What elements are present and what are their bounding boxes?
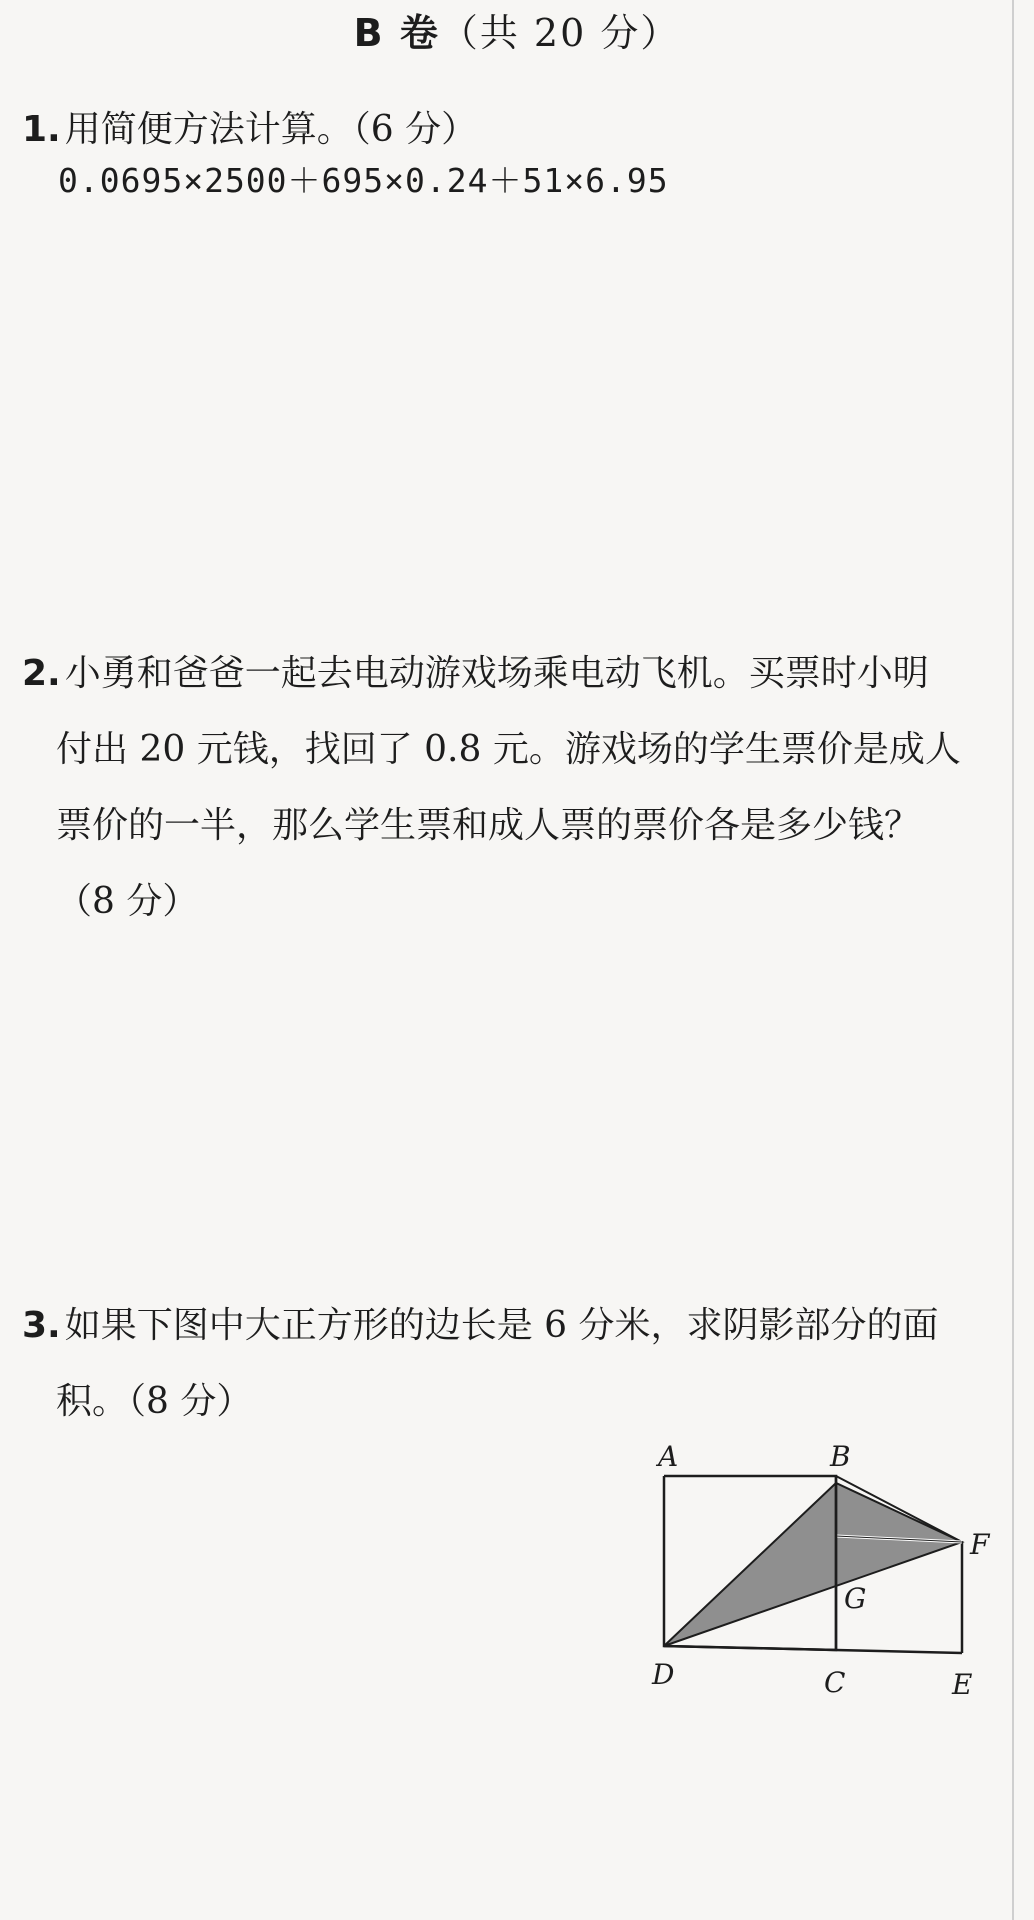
question-3-line-1: 如果下图中大正方形的边长是 6 分米，求阴影部分的面 [64, 1305, 939, 1346]
question-2-line-4: （8 分） [56, 881, 199, 922]
question-3 [22, 1288, 1002, 1440]
geometry-figure [630, 1430, 1010, 1710]
label-g: G [844, 1582, 867, 1615]
shaded-triangle-bdf [664, 1483, 962, 1646]
label-a: A [658, 1440, 679, 1473]
question-2 [22, 636, 1002, 940]
question-3-line-2: 积。（8 分） [56, 1381, 253, 1422]
section-title-score: （共 20 分） [439, 11, 681, 55]
question-2-number: 2. [22, 653, 61, 694]
question-1-expression: 0.0695×2500＋695×0.24＋51×6.95 [58, 161, 669, 200]
question-1-number: 1. [22, 109, 61, 150]
label-e: E [952, 1668, 973, 1701]
bottom-edge-dce [664, 1646, 962, 1653]
question-1-line-1: 用简便方法计算。（6 分） [64, 109, 478, 150]
question-2-line-1: 小勇和爸爸一起去电动游戏场乘电动飞机。买票时小明 [64, 653, 929, 694]
section-title [0, 2, 1034, 57]
page-edge-line [1012, 0, 1014, 1920]
label-f: F [970, 1528, 990, 1561]
geometry-figure-svg [630, 1430, 1010, 1710]
label-d: D [652, 1658, 675, 1691]
question-2-line-3: 票价的一半，那么学生票和成人票的票价各是多少钱？ [56, 805, 921, 846]
section-title-bold: B 卷 [353, 11, 440, 55]
label-c: C [824, 1666, 846, 1699]
label-b: B [830, 1440, 851, 1473]
question-3-number: 3. [22, 1305, 61, 1346]
question-2-line-2: 付出 20 元钱，找回了 0.8 元。游戏场的学生票价是成人 [56, 729, 961, 770]
